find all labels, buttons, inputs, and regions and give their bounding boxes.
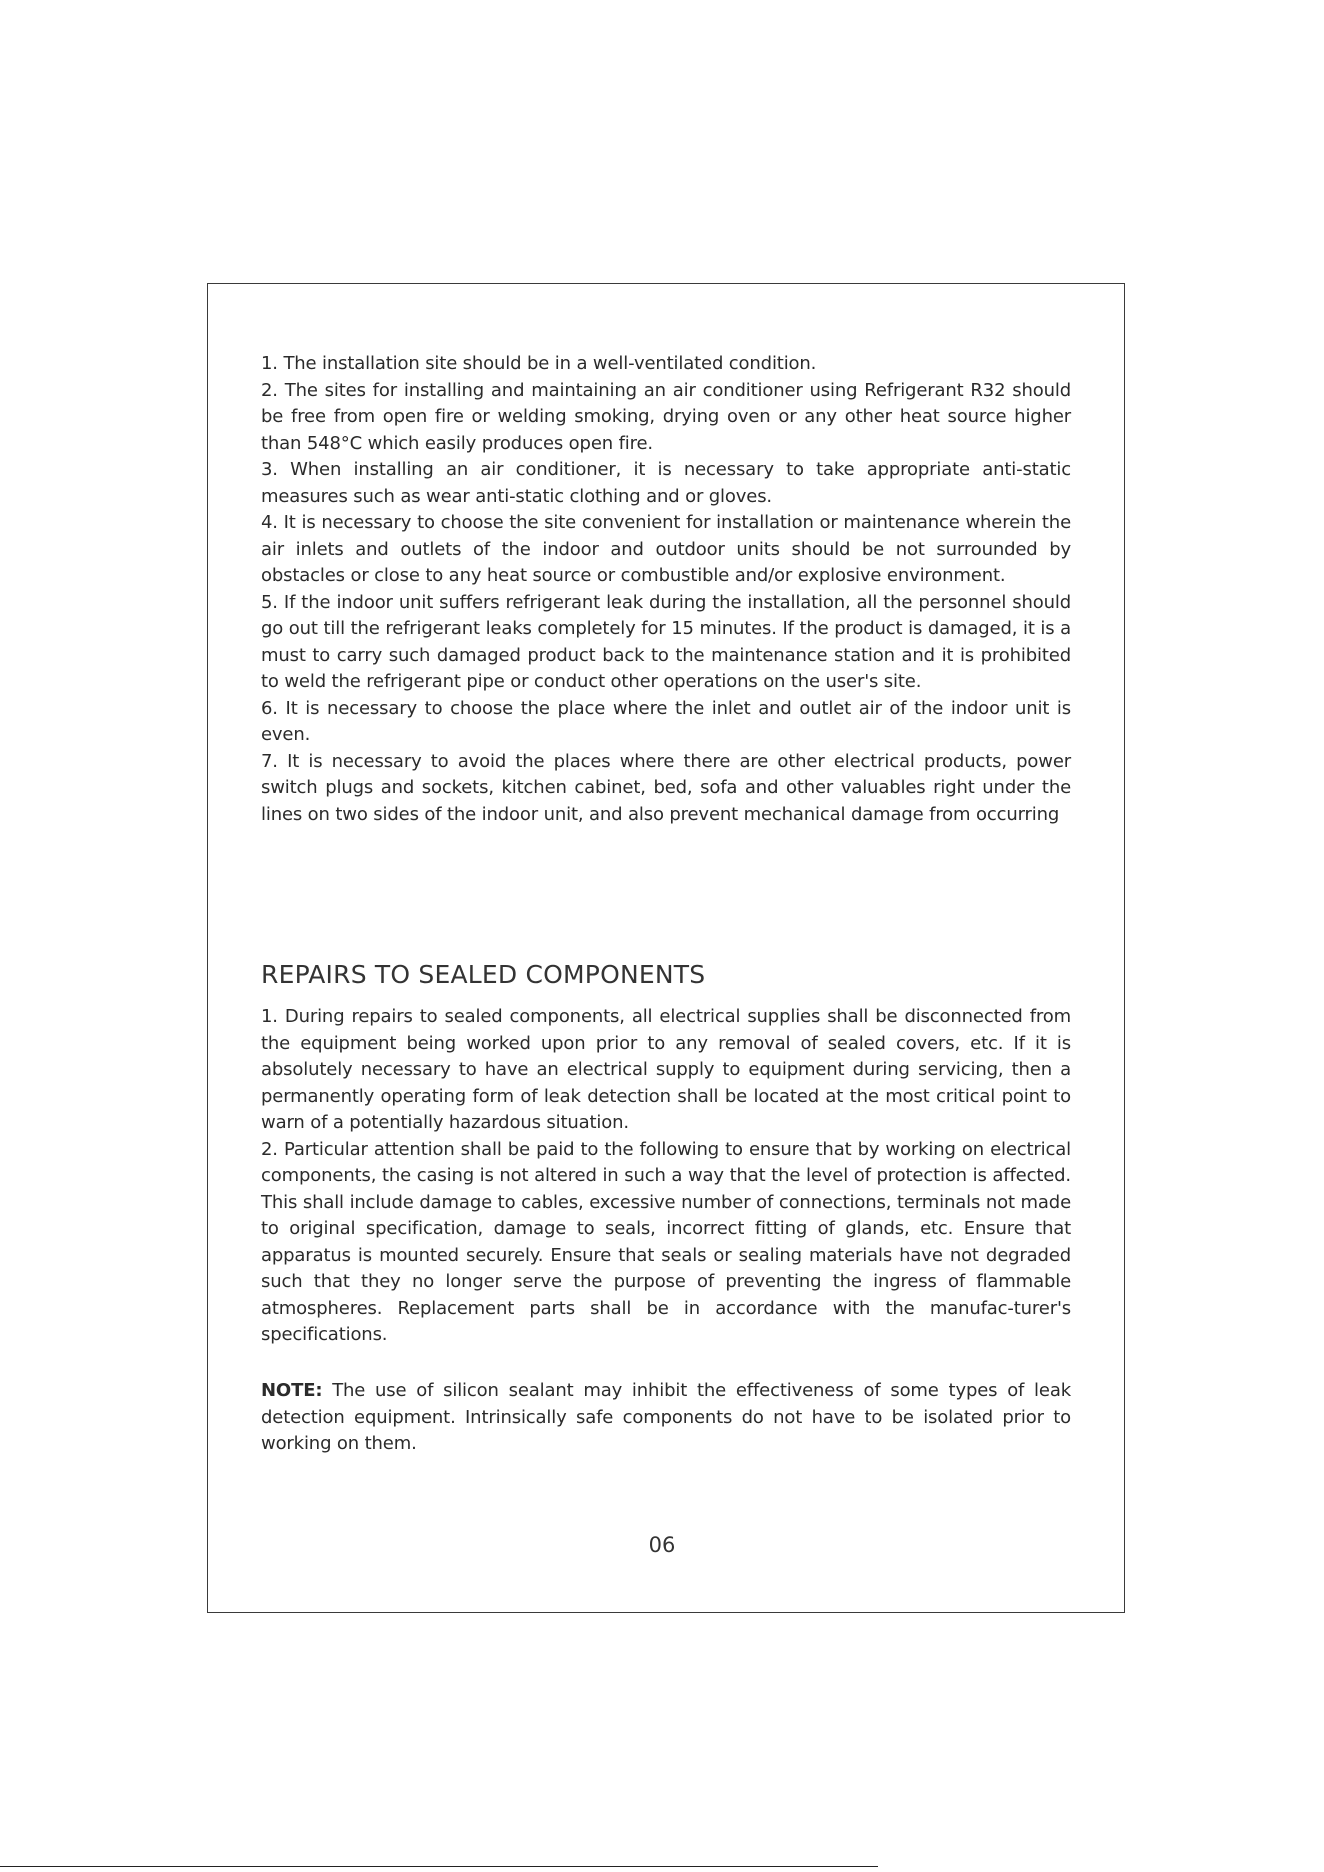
page-number: 06 xyxy=(648,1533,676,1557)
note-paragraph xyxy=(261,1378,1071,1458)
installation-item-4: 4. It is necessary to choose the site convenient for installation or maintenance wherein the air inlets and outlets of the indoor and outdoor units should be not surrounded by obstacles or close to any heat source or combustible and/or explosive environment. xyxy=(261,512,1071,586)
note-text: The use of silicon sealant may inhibit the effectiveness of some types of leak detection equipment. Intrinsically safe components do not have to be isolated prior to working on them. xyxy=(261,1380,1071,1454)
repairs-item-1: 1. During repairs to sealed components, all electrical supplies shall be disconnected from the equipment being worked upon prior to any removal of sealed covers, etc. If it is absolutely necessary to have an electrical supply to equipment during servicing, then a permanently operating form of leak detection shall be located at the most critical point to warn of a potentially hazardous situation. xyxy=(261,1006,1071,1133)
note-label: NOTE: xyxy=(261,1380,323,1401)
repairs-section xyxy=(261,1004,1071,1349)
installation-item-1: 1. The installation site should be in a well-ventilated condition. xyxy=(261,353,817,374)
installation-item-6: 6. It is necessary to choose the place where the inlet and outlet air of the indoor unit is even. xyxy=(261,697,1071,745)
installation-item-3: 3. When installing an air conditioner, it is necessary to take appropriate anti-static measures such as wear anti-static clothing and or gloves. xyxy=(261,459,1071,507)
section-title: REPAIRS TO SEALED COMPONENTS xyxy=(261,960,706,989)
repairs-item-2: 2. Particular attention shall be paid to the following to ensure that by working on electrical components, the casing is not altered in such a way that the level of protection is affected. This shall include damage to cables, excessive number of connections, terminals not made to original specification, damage to seals, incorrect fitting of glands, etc. Ensure that apparatus is mounted securely. Ensure that seals or sealing materials have not degraded such that they no longer serve the purpose of preventing the ingress of flammable atmospheres. Replacement parts shall be in accordance with the manufac-turer's specifications. xyxy=(261,1138,1071,1345)
installation-item-7: 7. It is necessary to avoid the places where there are other electrical products, power switch plugs and sockets, kitchen cabinet, bed, sofa and other valuables right under the lines on two sides of the indoor unit, and also prevent mechanical damage from occurring xyxy=(261,750,1071,825)
installation-item-2: 2. The sites for installing and maintaining an air conditioner using Refrigerant R32 should be free from open fire or welding smoking, drying oven or any other heat source higher than 548°C which easily produces open fire. xyxy=(261,379,1071,454)
footer-rule xyxy=(0,1866,878,1867)
installation-item-5: 5. If the indoor unit suffers refrigerant leak during the installation, all the personnel should go out till the refrigerant leaks completely for 15 minutes. If the product is damaged, it is a must to carry such damaged product back to the maintenance station and it is prohibited to weld the refrigerant pipe or conduct other operations on the user's site. xyxy=(261,591,1071,692)
installation-requirements xyxy=(261,351,1071,828)
